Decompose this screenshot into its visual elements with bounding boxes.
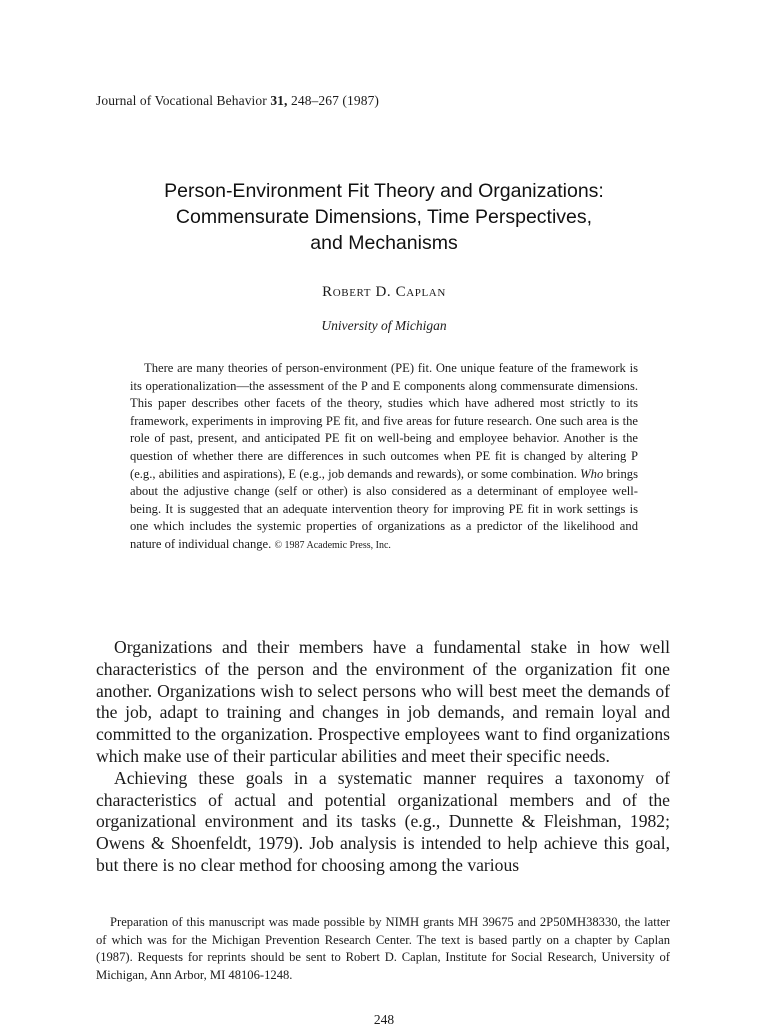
author-name: Robert D. Caplan [322,284,446,300]
title-line: and Mechanisms [310,232,458,254]
author-affiliation: University of Michigan [321,318,447,333]
abstract-emphasis-who: Who [580,466,604,481]
abstract [130,360,638,555]
abstract-text-part-1: There are many theories of person-environment (PE) fit. One unique feature of the framework is its operationalization—the assessment of the P and E components along commensurate dimensions. This paper describes other facets of the theory, studies which have adhered most strictly to its framework, experiments in improving PE fit, and five areas for future research. One such area is the role of past, present, and anticipated PE fit on well-being and employee behavior. Another is the question of whether there are differences in such outcomes when PE fit is changed by altering P (e.g., abilities and aspirations), E (e.g., job demands and rewards), or some combination. [130,361,638,481]
body-paragraph: Organizations and their members have a fundamental stake in how well characteristics of the person and the environment of the organization fit one another. Organizations wish to select persons who will best meet the demands of the job, adapt to training and changes in job demands, and remain loyal and committed to the organization. Prospective employees want to find organizations which make use of their particular abilities and meet their specific needs. [96,637,670,766]
acknowledgment-footnote: Preparation of this manuscript was made possible by NIMH grants MH 39675 and 2P50MH38330, the latter of which was for the Michigan Prevention Research Center. The text is based partly on a chapter by Caplan (1987). Requests for reprints should be sent to Robert D. Caplan, Institute for Social Research, University of Michigan, Ann Arbor, MI 48106-1248. [96,915,670,982]
journal-name: Journal of Vocational Behavior [96,93,267,108]
article-title [100,178,668,256]
title-line: Person-Environment Fit Theory and Organizations: [164,180,604,202]
page-number: 248 [373,1012,395,1027]
abstract-copyright: © 1987 Academic Press, Inc. [274,539,391,551]
journal-citation [96,93,379,109]
title-line: Commensurate Dimensions, Time Perspectives, [175,206,593,228]
journal-volume: 31, [270,93,288,108]
abstract-text-part-2: brings about the adjustive change (self or other) is also considered as a determinant of employee well-being. It is suggested that an adequate intervention theory for improving PE fit in work settings is one which includes the systemic properties of organizations as a predictor of the likelihood and nature of individual change. [130,466,638,551]
journal-pages-year: 248–267 (1987) [291,93,380,108]
body-paragraph: Achieving these goals in a systematic manner requires a taxonomy of characteristics of actual and potential organizational members and of the organizational environment and its tasks (e.g., Dunnette & Fleishman, 1982; Owens & Shoenfeldt, 1979). Job analysis is intended to help achieve this goal, but there is no clear method for choosing among the various [96,767,670,875]
body-text [96,637,670,877]
